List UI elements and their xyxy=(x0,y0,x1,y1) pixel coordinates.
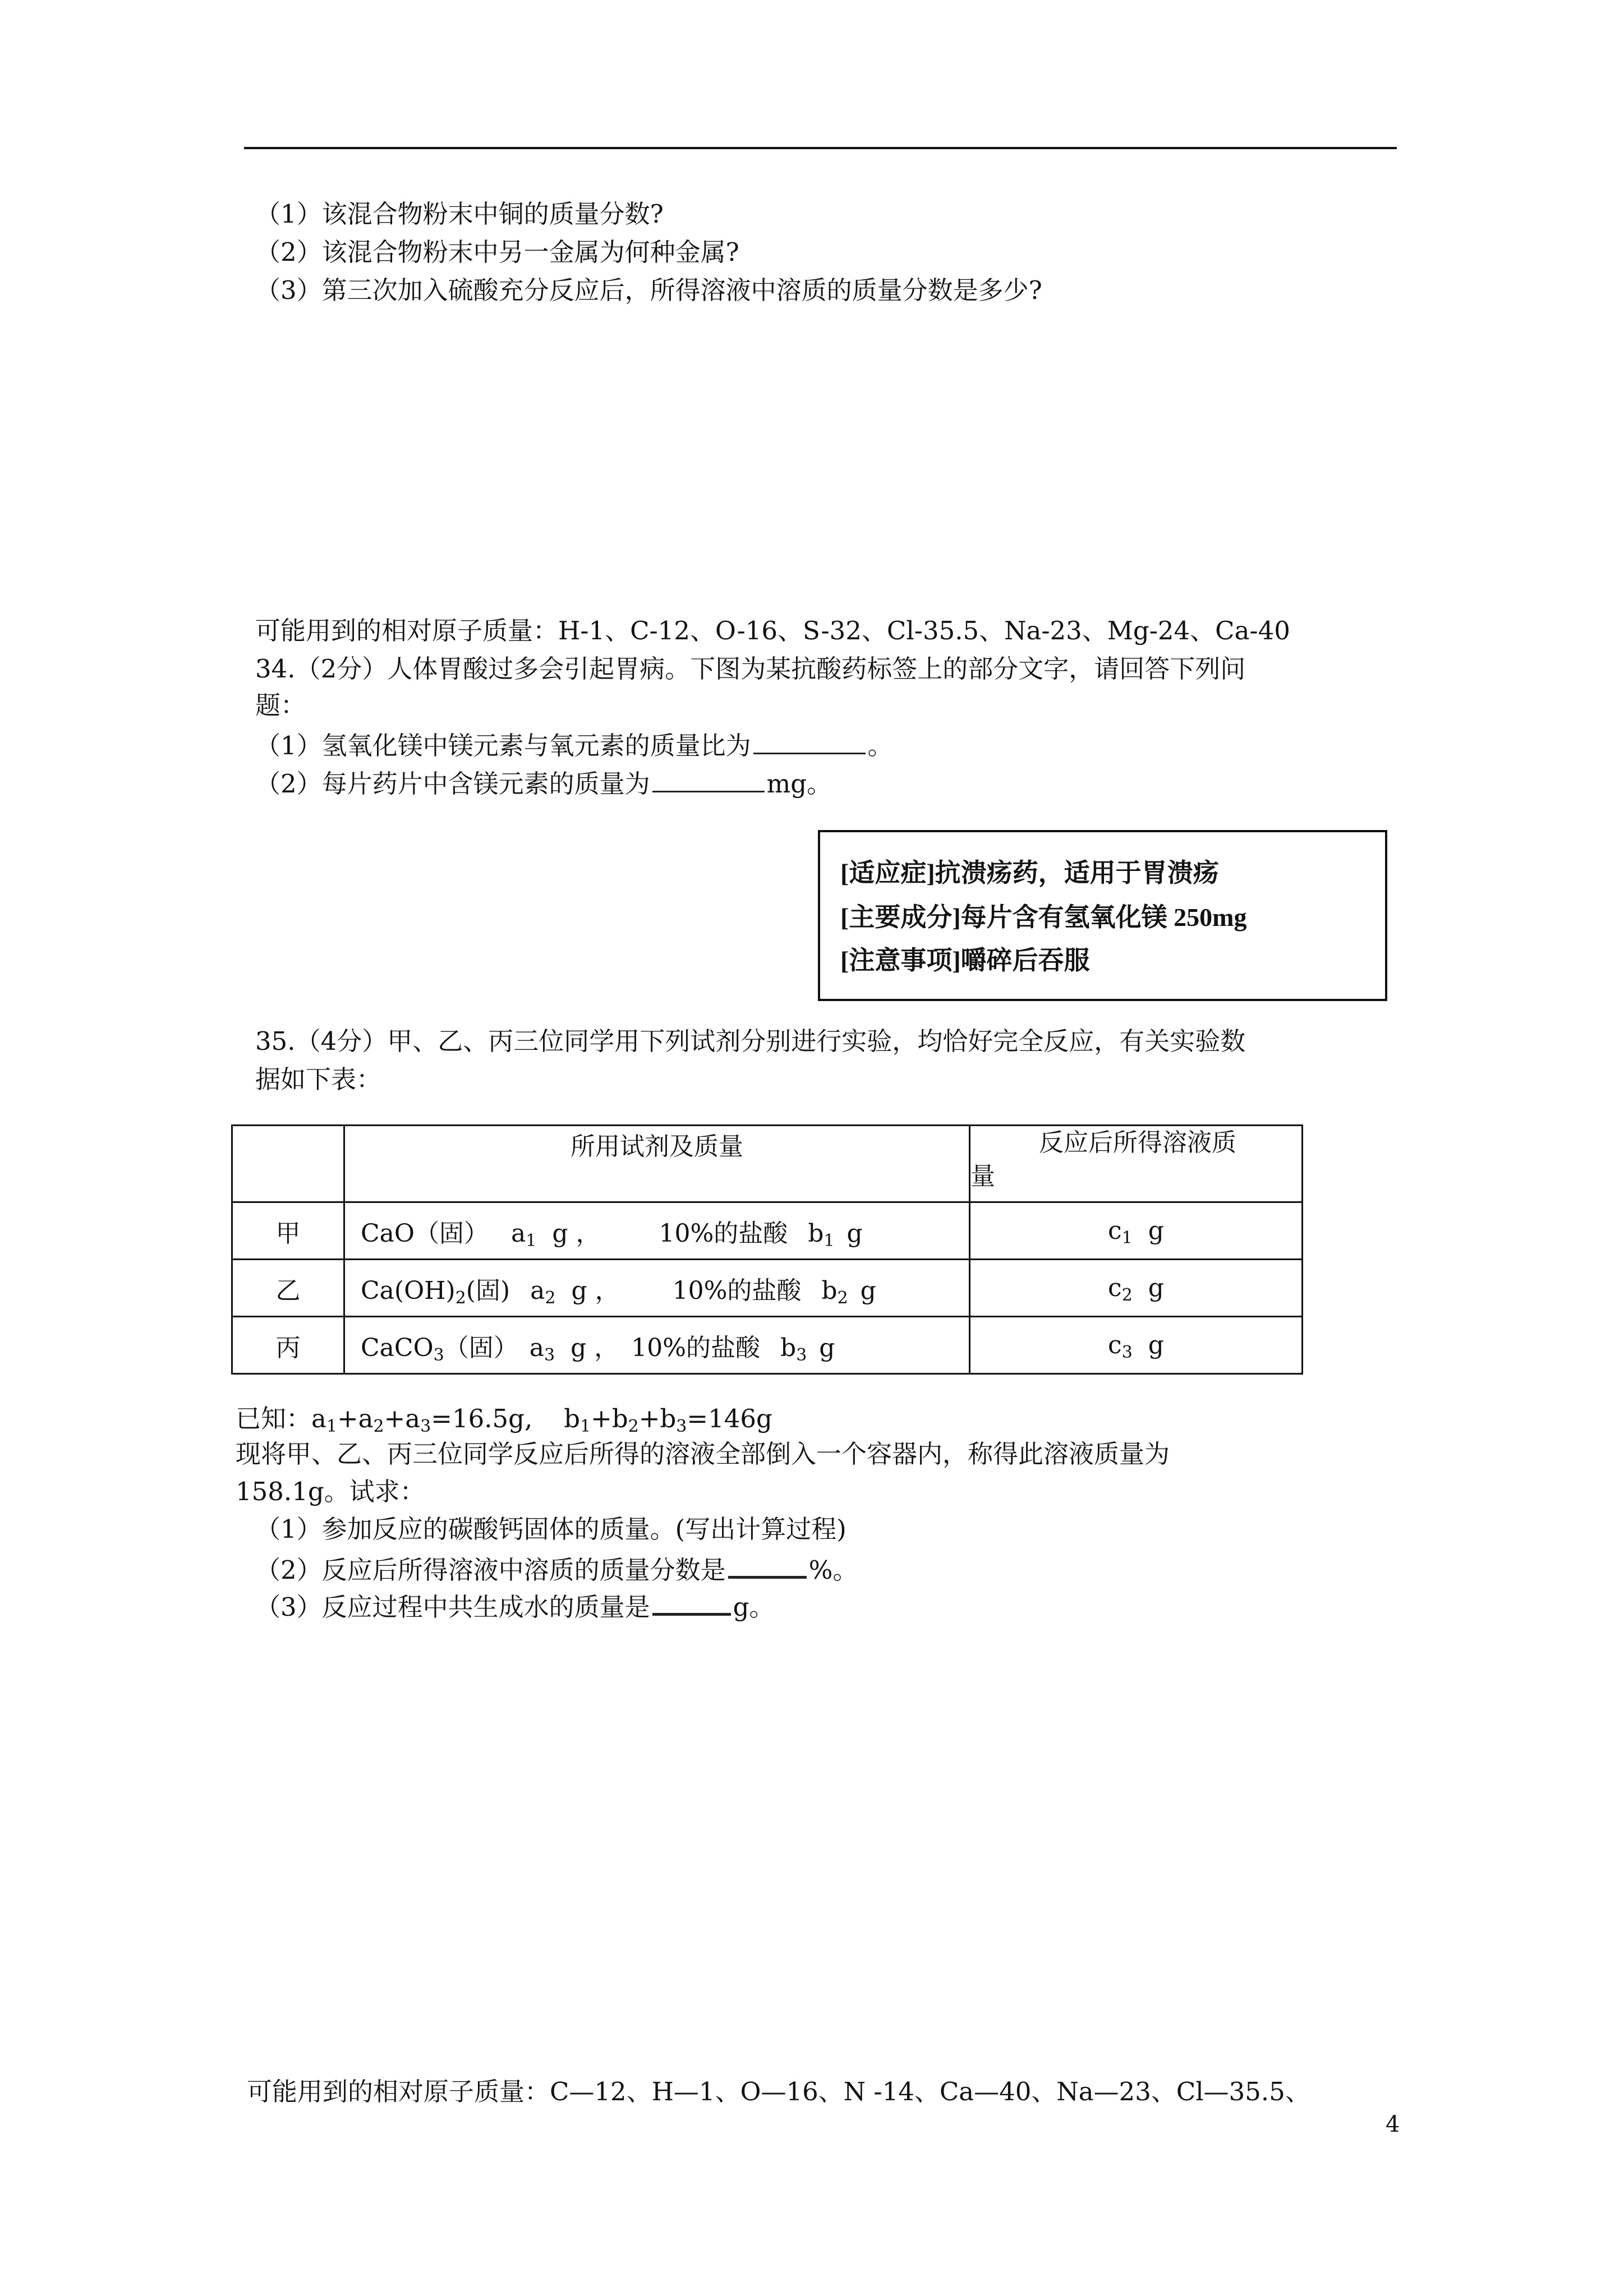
q34-intro-line2: 题： xyxy=(255,690,306,720)
q35-intro-line2: 据如下表： xyxy=(255,1064,382,1094)
q35-part2-unit: %。 xyxy=(808,1555,858,1585)
q35-part2 xyxy=(255,1550,858,1587)
q35-para-line2: 158.1g。试求： xyxy=(236,1477,425,1506)
acid-reagent: 10%的盐酸 xyxy=(672,1276,802,1305)
table-header-result-line1: 反应后所得溶液质 xyxy=(1039,1128,1236,1157)
row-person: 乙 xyxy=(232,1260,344,1317)
table-header-result-line2: 量 xyxy=(970,1162,995,1191)
solid-reagent: CaO（固） xyxy=(361,1219,489,1248)
q33-part3: （3）第三次加入硫酸充分反应后，所得溶液中溶质的质量分数是多少? xyxy=(255,275,1042,305)
q34-part2 xyxy=(255,765,832,801)
row-reagents xyxy=(344,1317,970,1374)
answer-blank[interactable] xyxy=(652,1587,731,1616)
row-reagents xyxy=(344,1202,970,1260)
answer-blank[interactable] xyxy=(753,727,866,754)
mass-unit: g ， xyxy=(571,1333,619,1362)
label-ingredient: [主要成分]每片含有氢氧化镁 250mg xyxy=(840,903,1247,932)
mass-var: $a_3$ xyxy=(529,1333,555,1365)
row-person: 丙 xyxy=(232,1317,344,1374)
mass-var: $b_3$ xyxy=(780,1333,807,1365)
answer-blank[interactable] xyxy=(652,765,765,792)
q34-part1-text: （1）氢氧化镁中镁元素与氧元素的质量比为 xyxy=(255,731,751,760)
label-indication: [适应症]抗溃疡药，适用于胃溃疡 xyxy=(840,859,1219,887)
row-reagents xyxy=(344,1260,970,1317)
acid-reagent: 10%的盐酸 xyxy=(659,1219,788,1248)
table-row xyxy=(232,1260,1303,1317)
table-row xyxy=(232,1317,1303,1374)
medicine-label-box xyxy=(818,830,1387,1001)
q34-part1 xyxy=(255,727,893,763)
header-rule xyxy=(244,147,1397,149)
mass-var: $b_1$ xyxy=(808,1219,835,1251)
q33-part2: （2）该混合物粉末中另一金属为何种金属? xyxy=(255,237,739,267)
q35-part3-text: （3）反应过程中共生成水的质量是 xyxy=(255,1592,650,1622)
q35-part2-text: （2）反应后所得溶液中溶质的质量分数是 xyxy=(255,1555,726,1585)
q34-part2-unit: mg。 xyxy=(766,769,832,799)
mass-unit: g xyxy=(819,1333,835,1362)
mass-var: $a_2$ xyxy=(530,1276,556,1308)
label-notice: [注意事项]嚼碎后吞服 xyxy=(840,946,1090,975)
q34-part1-end: 。 xyxy=(867,731,893,760)
table-header-row xyxy=(232,1126,1303,1202)
answer-blank[interactable] xyxy=(728,1550,807,1579)
mass-unit: g ， xyxy=(552,1219,601,1248)
row-result: $c_1$ g xyxy=(970,1202,1303,1260)
q33-part1: （1）该混合物粉末中铜的质量分数? xyxy=(255,199,664,229)
experiment-data-table xyxy=(231,1124,1303,1375)
acid-reagent: 10%的盐酸 xyxy=(631,1333,761,1362)
atomic-masses-line: 可能用到的相对原子质量：H-1、C-12、O-16、S-32、Cl-35.5、Na-23、Mg-24、Ca-40 xyxy=(255,616,1290,646)
mass-unit: g xyxy=(860,1276,876,1305)
table-row xyxy=(232,1202,1303,1260)
q35-part3-unit: g。 xyxy=(733,1592,775,1622)
row-result: $c_3$ g xyxy=(970,1317,1303,1374)
mass-unit: g xyxy=(846,1219,863,1248)
page-number: 4 xyxy=(1386,2111,1400,2137)
atomic-masses-line-2: 可能用到的相对原子质量：C—12、H—1、O—16、N -14、Ca—40、Na—23、Cl—35.5、 xyxy=(247,2077,1310,2106)
table-header-result xyxy=(970,1126,1303,1202)
solid-reagent: CaCO$_3$（固） xyxy=(361,1333,518,1365)
q35-intro-line1: 35.（4分）甲、乙、丙三位同学用下列试剂分别进行实验，均恰好完全反应，有关实验数 xyxy=(255,1026,1246,1056)
q34-intro-line1: 34.（2分）人体胃酸过多会引起胃病。下图为某抗酸药标签上的部分文字，请回答下列问 xyxy=(255,654,1246,684)
row-person: 甲 xyxy=(232,1202,344,1260)
q35-para-line1: 现将甲、乙、丙三位同学反应后所得的溶液全部倒入一个容器内，称得此溶液质量为 xyxy=(236,1439,1170,1469)
q35-known: 已知：$a_1+a_2+a_3=16.5g$, $b_1+b_2+b_3=146g$ xyxy=(236,1404,772,1436)
solid-reagent: $Ca(OH)_2$(固) xyxy=(361,1276,510,1308)
q34-part2-text: （2）每片药片中含镁元素的质量为 xyxy=(255,769,650,799)
q35-part1: （1）参加反应的碳酸钙固体的质量。(写出计算过程) xyxy=(255,1514,846,1544)
table-header-reagent: 所用试剂及质量 xyxy=(344,1126,970,1202)
mass-unit: g ， xyxy=(571,1276,620,1305)
mass-var: $a_1$ xyxy=(510,1219,537,1251)
q35-part3 xyxy=(255,1587,774,1624)
table-header-empty xyxy=(232,1126,344,1202)
row-result: $c_2$ g xyxy=(970,1260,1303,1317)
mass-var: $b_2$ xyxy=(821,1276,848,1308)
